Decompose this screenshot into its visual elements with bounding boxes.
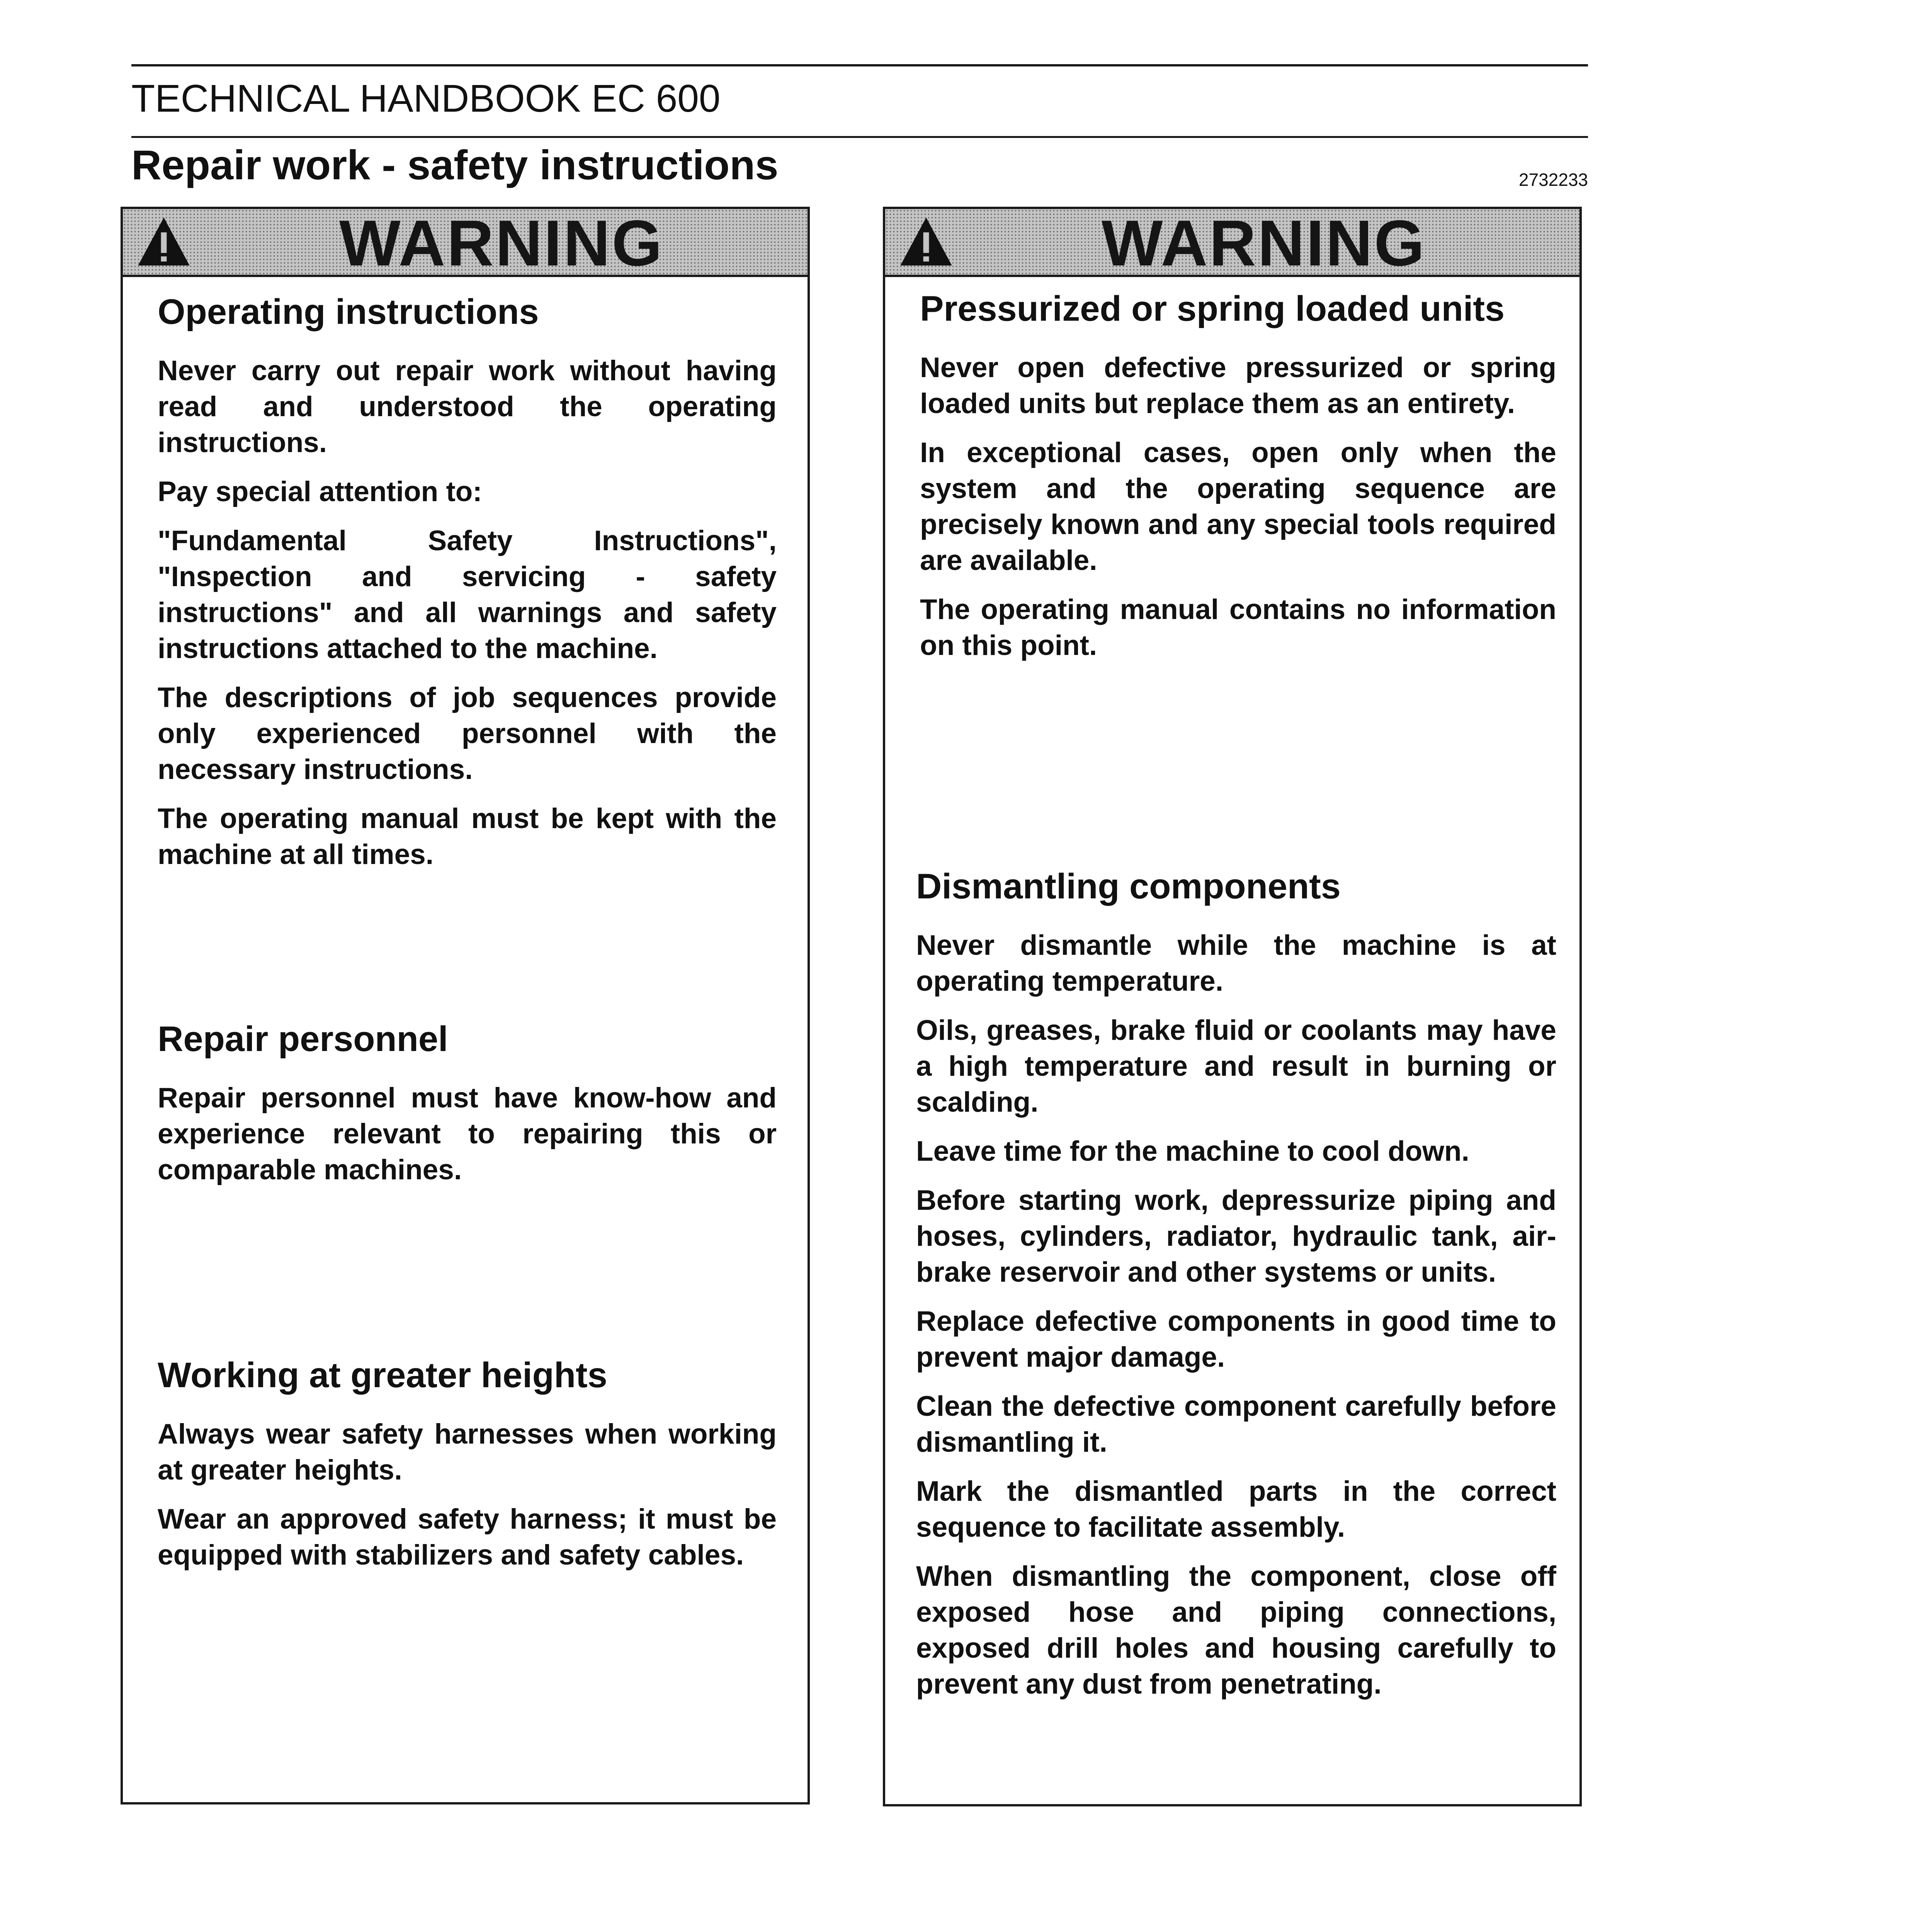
paragraph: Always wear safety harnesses when working at greater heights. — [158, 1418, 777, 1486]
section-heading: Working at greater heights — [158, 1355, 607, 1395]
warning-label: WARNING — [1102, 207, 1426, 279]
section-heading: Repair personnel — [158, 1019, 448, 1059]
paragraph: The operating manual contains no information on this point. — [920, 594, 1556, 661]
warning-label: WARNING — [339, 207, 664, 279]
warning-triangle-icon — [135, 213, 192, 270]
handbook-title: TECHNICAL HANDBOOK EC 600 — [131, 77, 721, 120]
paragraph: Never dismantle while the machine is at operating temperature. — [916, 930, 1556, 997]
paragraph: Clean the defective component carefully before dismantling it. — [916, 1391, 1556, 1458]
section-heading: Operating instructions — [158, 292, 539, 332]
warning-box-left — [121, 207, 810, 1804]
section-pressurized-units — [920, 286, 1556, 677]
paragraph: Never carry out repair work without having read and understood the operating instructions. — [158, 355, 777, 458]
section-operating-instructions — [158, 289, 777, 886]
paragraph: Mark the dismantled parts in the correct sequence to facilitate assembly. — [916, 1476, 1556, 1543]
paragraph: Replace defective components in good time to prevent major damage. — [916, 1306, 1556, 1373]
paragraph: The descriptions of job sequences provide only experienced personnel with the necessary instructions. — [158, 682, 777, 785]
warning-box-right — [883, 207, 1582, 1806]
title-divider-rule — [131, 136, 1588, 138]
paragraph: Repair personnel must have know-how and experience relevant to repairing this or comparable machines. — [158, 1082, 777, 1185]
warning-banner-left — [123, 209, 808, 277]
warning-banner-right — [885, 209, 1579, 277]
document-code: 2732233 — [1518, 170, 1588, 190]
section-title: Repair work - safety instructions — [131, 141, 779, 188]
top-rule — [131, 64, 1588, 66]
paragraph: In exceptional cases, open only when the system and the operating sequence are precisely known and any special tools required are available. — [920, 437, 1556, 576]
paragraph: Pay special attention to: — [158, 476, 482, 507]
warning-triangle-icon — [898, 213, 955, 270]
section-repair-personnel — [158, 1017, 777, 1201]
section-working-at-heights — [158, 1353, 777, 1586]
paragraph: "Fundamental Safety Instructions", "Inspection and servicing - safety instructions" and all warnings and safety instructions attached to the machine. — [158, 525, 777, 664]
section-heading: Pressurized or spring loaded units — [920, 289, 1505, 328]
paragraph: Before starting work, depressurize piping and hoses, cylinders, radiator, hydraulic tank, air-brake reservoir and other systems or units. — [916, 1185, 1556, 1288]
paragraph: The operating manual must be kept with the machine at all times. — [158, 803, 777, 870]
paragraph: Never open defective pressurized or spring loaded units but replace them as an entirety. — [920, 352, 1556, 419]
paragraph: When dismantling the component, close off exposed hose and piping connections, exposed drill holes and housing carefully to prevent any dust from penetrating. — [916, 1561, 1556, 1700]
section-dismantling-components — [916, 864, 1556, 1715]
paragraph: Oils, greases, brake fluid or coolants may have a high temperature and result in burning or scalding. — [916, 1015, 1556, 1118]
paragraph: Leave time for the machine to cool down. — [916, 1136, 1469, 1167]
paragraph: Wear an approved safety harness; it must be equipped with stabilizers and safety cables. — [158, 1503, 777, 1571]
section-heading: Dismantling components — [916, 867, 1341, 906]
